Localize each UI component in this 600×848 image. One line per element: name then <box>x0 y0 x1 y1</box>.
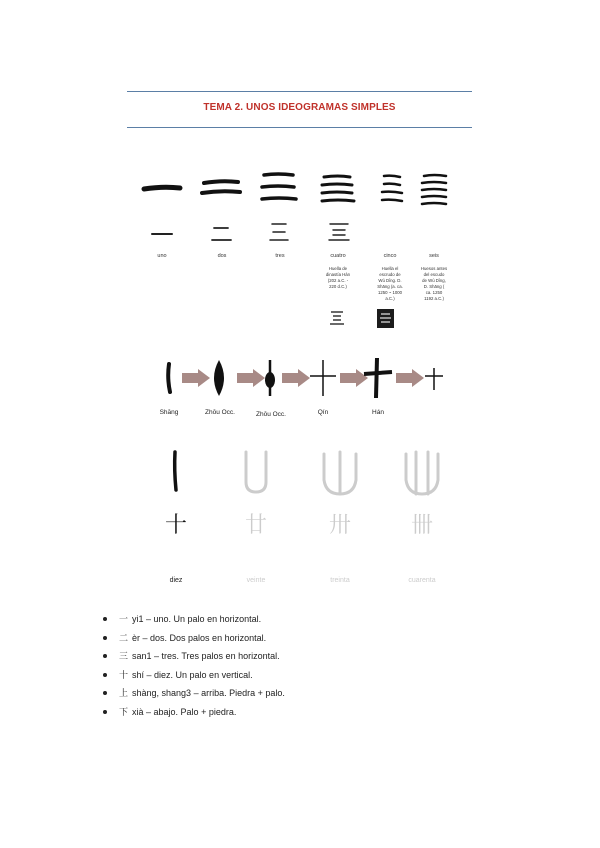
character: 十 <box>119 670 129 681</box>
list-item <box>103 649 285 668</box>
label-dos: dos <box>217 253 227 259</box>
numbers-figure <box>128 152 468 342</box>
note-cinco-line: 1250 ~ 1000 <box>377 290 403 295</box>
label-cuarenta: cuarenta <box>408 577 436 584</box>
label-diez: diez <box>169 577 183 584</box>
twenty-oracle-glyph <box>246 452 266 492</box>
bullet-dot <box>103 710 107 714</box>
character: 一 <box>119 615 129 625</box>
note-seis <box>421 266 447 301</box>
bullet-dot <box>103 654 107 658</box>
character-description: shí – diez. Un palo en vertical. <box>132 669 253 680</box>
label-veinte: veinte <box>246 577 266 584</box>
forty-oracle-glyph <box>406 452 438 494</box>
zhou-occ-glyph-1 <box>214 360 224 396</box>
twenty-glyph: 廿 <box>244 513 268 538</box>
modern-shi-glyph <box>425 368 443 390</box>
note-seis-line: Huesos antes <box>420 266 448 271</box>
character-list <box>103 612 285 723</box>
bullet-dot <box>103 691 107 695</box>
thirty-glyph: 卅 <box>328 513 352 538</box>
note-seis-line: del escudo <box>423 272 445 277</box>
rubbing-image-cinco <box>377 309 394 328</box>
note-cuatro-line: 220 d.C.) <box>329 284 347 289</box>
bullet-dot <box>103 636 107 640</box>
page-title: TEMA 2. UNOS IDEOGRAMAS SIMPLES <box>203 102 396 113</box>
note-seis-line: 1192 a.C.) <box>424 296 444 301</box>
list-item <box>103 705 285 724</box>
forty-glyph: 卌 <box>410 513 434 538</box>
note-cuatro-line: dinastía Hán <box>325 272 351 277</box>
note-cuatro <box>326 266 351 289</box>
shang-glyph <box>168 364 170 392</box>
character-description: san1 – tres. Tres palos en horizontal. <box>132 651 280 661</box>
note-cuatro-line: (202 a.C. - <box>327 278 349 283</box>
character: 上 <box>119 689 129 699</box>
title-rule-top <box>127 91 472 92</box>
list-item <box>103 668 285 687</box>
character: 三 <box>119 652 129 662</box>
note-seis-line: de Wú Dǐng, <box>422 278 446 283</box>
bullet-dot <box>103 673 107 677</box>
list-item <box>103 612 285 631</box>
ten-evolution-figure <box>140 350 460 425</box>
character-description: xià – abajo. Palo + piedra. <box>132 706 237 717</box>
note-cuatro-line: Huella de <box>328 266 348 271</box>
seal-image-cuatro <box>330 312 344 324</box>
note-cinco-line: Wú Dǐng. D. <box>378 278 402 283</box>
label-zhou-occ-2: Zhōu Occ. <box>256 411 286 418</box>
label-seis: seis <box>429 253 439 259</box>
character: 下 <box>119 707 129 718</box>
seal-numerals-row <box>152 224 349 240</box>
list-item <box>103 686 285 705</box>
label-tres: tres <box>275 253 285 259</box>
list-item <box>103 631 285 650</box>
zhou-occ-glyph-2 <box>265 360 275 396</box>
label-treinta: treinta <box>330 577 350 584</box>
note-cinco-line: escrudo de <box>379 272 401 277</box>
title-rule-bottom <box>127 127 472 128</box>
label-cuatro: cuatro <box>330 253 346 259</box>
tens-figure <box>150 440 460 590</box>
label-cinco: cinco <box>383 253 397 259</box>
label-han: Hán <box>372 409 384 416</box>
qin-glyph <box>310 360 336 396</box>
character-description: èr – dos. Dos palos en horizontal. <box>132 632 267 643</box>
han-glyph <box>364 358 392 398</box>
ten-glyph: 十 <box>164 513 188 538</box>
ten-oracle-glyph <box>175 452 176 490</box>
thirty-oracle-glyph <box>324 452 356 494</box>
note-cinco-line: a.C.) <box>385 296 395 301</box>
label-zhou-occ-1: Zhōu Occ. <box>205 409 235 416</box>
bullet-dot <box>103 617 107 621</box>
character: 二 <box>119 633 129 644</box>
note-seis-line: ca. 1250 <box>425 290 443 295</box>
note-cinco <box>377 266 403 301</box>
note-cinco-line: Shāng (a. ca. <box>377 284 403 289</box>
character-description: shàng, shang3 – arriba. Piedra + palo. <box>132 688 285 698</box>
label-uno: uno <box>157 253 167 259</box>
label-qin: Qín <box>317 409 329 416</box>
label-shang: Shāng <box>159 409 179 416</box>
note-seis-line: D. Shāng ( <box>423 284 445 289</box>
note-cinco-line: Huella el <box>381 266 399 271</box>
character-description: yi1 – uno. Un palo en horizontal. <box>132 614 262 624</box>
brush-numerals-row <box>144 174 446 204</box>
